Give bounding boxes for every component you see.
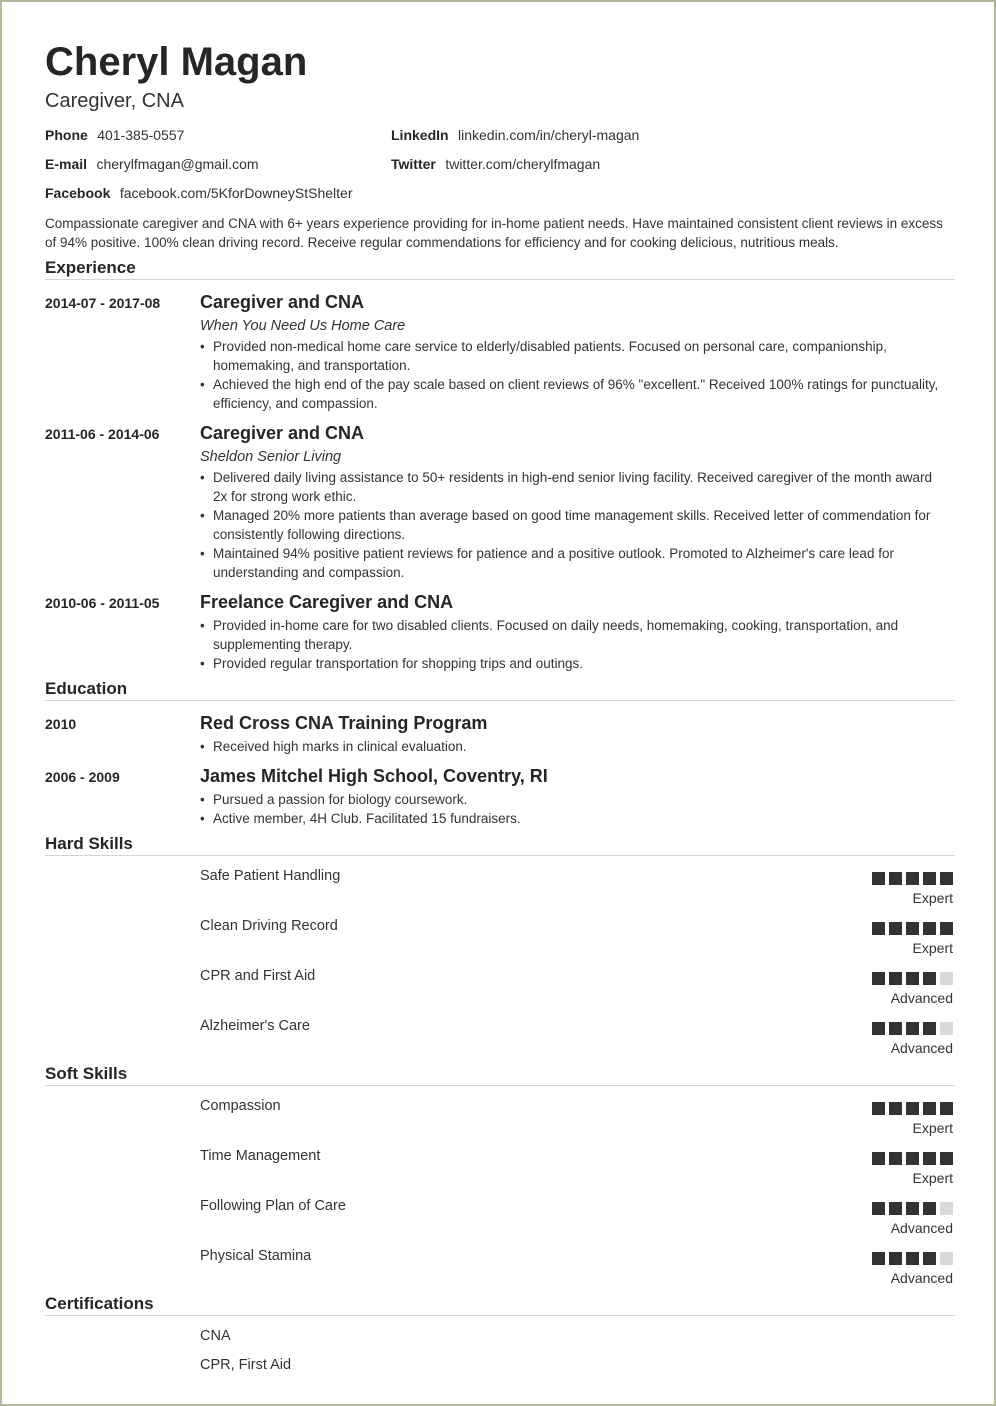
education-dates: 2010	[45, 716, 77, 732]
linkedin-value: linkedin.com/in/cheryl-magan	[458, 127, 640, 143]
skill-rating	[872, 1152, 956, 1165]
rating-square-filled	[906, 1102, 919, 1115]
job-dates: 2010-06 - 2011-05	[45, 595, 160, 611]
skill-level: Expert	[912, 1120, 953, 1136]
skill-name: CPR and First Aid	[200, 968, 316, 984]
rating-square-filled	[872, 922, 885, 935]
skill-name: Time Management	[200, 1148, 321, 1164]
rating-square-empty	[940, 972, 953, 985]
rating-square-filled	[889, 872, 902, 885]
job-bullet: • Provided in-home care for two disabled clients. Focused on daily needs, homemaking, cooking, transportation, and supplementing therapy.	[200, 616, 945, 654]
rating-square-filled	[889, 1202, 902, 1215]
email-label: E-mail	[45, 156, 88, 172]
skill-rating	[872, 1102, 956, 1115]
education-school: James Mitchel High School, Coventry, RI	[200, 766, 548, 786]
job-company: When You Need Us Home Care	[200, 318, 406, 334]
candidate-title: Caregiver, CNA	[45, 90, 184, 112]
education-dates: 2006 - 2009	[45, 769, 120, 785]
rating-square-filled	[906, 922, 919, 935]
rating-square-filled	[923, 1102, 936, 1115]
rating-square-filled	[906, 1022, 919, 1035]
rating-square-filled	[906, 1252, 919, 1265]
skill-name: Safe Patient Handling	[200, 868, 341, 884]
section-divider	[45, 1315, 955, 1316]
rating-square-filled	[940, 1152, 953, 1165]
rating-square-filled	[872, 1152, 885, 1165]
phone-value: 401-385-0557	[97, 127, 185, 143]
contact-facebook	[45, 185, 353, 203]
education-bullets	[200, 737, 945, 756]
rating-square-filled	[923, 872, 936, 885]
section-title-education: Education	[45, 679, 128, 698]
skill-rating	[872, 1202, 956, 1215]
twitter-label: Twitter	[391, 156, 436, 172]
contact-email	[45, 156, 259, 174]
rating-square-filled	[906, 1152, 919, 1165]
rating-square-filled	[872, 1022, 885, 1035]
skill-name: Following Plan of Care	[200, 1198, 346, 1214]
rating-square-filled	[889, 1252, 902, 1265]
rating-square-filled	[889, 1152, 902, 1165]
summary-text: Compassionate caregiver and CNA with 6+ years experience providing for in-home patient needs. Have maintained consistent client reviews in excess of 94% positive. 100% clean driving record. Receive regular commendations for efficiency and for cooking delicious, nutritious meals.	[45, 216, 943, 250]
rating-square-filled	[906, 1202, 919, 1215]
job-bullets	[200, 468, 945, 582]
job-bullet: • Achieved the high end of the pay scale based on client reviews of 96% "excellent." Received 100% ratings for punctuality, efficiency, and compassion.	[200, 375, 945, 413]
contact-linkedin	[391, 127, 639, 145]
job-title: Freelance Caregiver and CNA	[200, 592, 454, 612]
section-divider	[45, 700, 955, 701]
section-title-soft-skills: Soft Skills	[45, 1064, 128, 1083]
section-divider	[45, 1085, 955, 1086]
rating-square-empty	[940, 1202, 953, 1215]
skill-level: Advanced	[890, 990, 953, 1006]
job-bullet: • Maintained 94% positive patient reviews for patience and a positive outlook. Promoted to Alzheimer's care lead for understanding and compassion.	[200, 544, 945, 582]
skill-name: Clean Driving Record	[200, 918, 338, 934]
skill-level: Advanced	[890, 1220, 953, 1236]
rating-square-filled	[923, 1022, 936, 1035]
job-bullet: • Provided non-medical home care service to elderly/disabled patients. Focused on personal care, companionship, homemaking, and transportation.	[200, 337, 945, 375]
job-bullets	[200, 616, 945, 673]
skill-level: Advanced	[890, 1040, 953, 1056]
skill-rating	[872, 1252, 956, 1265]
rating-square-filled	[923, 1152, 936, 1165]
rating-square-filled	[940, 922, 953, 935]
rating-square-empty	[940, 1252, 953, 1265]
rating-square-filled	[889, 1022, 902, 1035]
skill-level: Expert	[912, 890, 953, 906]
rating-square-filled	[872, 1202, 885, 1215]
education-bullet: • Active member, 4H Club. Facilitated 15 fundraisers.	[200, 809, 945, 828]
email-value: cherylfmagan@gmail.com	[96, 156, 259, 172]
candidate-name: Cheryl Magan	[45, 40, 308, 84]
rating-square-filled	[940, 872, 953, 885]
twitter-value: twitter.com/cherylfmagan	[445, 156, 601, 172]
education-bullets	[200, 790, 945, 828]
education-bullet: • Received high marks in clinical evaluation.	[200, 737, 945, 756]
linkedin-label: LinkedIn	[391, 127, 449, 143]
skill-level: Expert	[912, 1170, 953, 1186]
certification-item: CNA	[200, 1328, 231, 1344]
section-title-hard-skills: Hard Skills	[45, 834, 133, 853]
section-divider	[45, 855, 955, 856]
rating-square-filled	[872, 1252, 885, 1265]
education-school: Red Cross CNA Training Program	[200, 713, 488, 733]
rating-square-filled	[923, 1252, 936, 1265]
rating-square-filled	[872, 972, 885, 985]
skill-name: Physical Stamina	[200, 1248, 312, 1264]
rating-square-filled	[889, 922, 902, 935]
certification-item: CPR, First Aid	[200, 1357, 292, 1373]
contact-twitter	[391, 156, 600, 174]
section-title-certifications: Certifications	[45, 1294, 154, 1313]
rating-square-filled	[940, 1102, 953, 1115]
skill-rating	[872, 872, 956, 885]
skill-name: Compassion	[200, 1098, 281, 1114]
rating-square-filled	[923, 972, 936, 985]
job-dates: 2014-07 - 2017-08	[45, 295, 161, 311]
rating-square-filled	[872, 872, 885, 885]
job-company: Sheldon Senior Living	[200, 449, 342, 465]
rating-square-empty	[940, 1022, 953, 1035]
rating-square-filled	[906, 872, 919, 885]
rating-square-filled	[889, 1102, 902, 1115]
contact-phone	[45, 127, 184, 145]
job-title: Caregiver and CNA	[200, 292, 365, 312]
skill-rating	[872, 922, 956, 935]
section-divider	[45, 279, 955, 280]
rating-square-filled	[889, 972, 902, 985]
rating-square-filled	[923, 1202, 936, 1215]
facebook-label: Facebook	[45, 185, 111, 201]
job-bullet: • Delivered daily living assistance to 50+ residents in high-end senior living facility. Received caregiver of the month award 2x for strong work ethic.	[200, 468, 945, 506]
rating-square-filled	[872, 1102, 885, 1115]
skill-level: Advanced	[890, 1270, 953, 1286]
skill-rating	[872, 1022, 956, 1035]
facebook-value: facebook.com/5KforDowneyStShelter	[119, 185, 353, 201]
job-bullets	[200, 337, 945, 413]
skill-rating	[872, 972, 956, 985]
skill-level: Expert	[912, 940, 953, 956]
skill-name: Alzheimer's Care	[200, 1018, 310, 1034]
rating-square-filled	[923, 922, 936, 935]
section-title-experience: Experience	[45, 258, 136, 277]
education-bullet: • Pursued a passion for biology coursework.	[200, 790, 945, 809]
job-bullet: • Provided regular transportation for shopping trips and outings.	[200, 654, 945, 673]
job-title: Caregiver and CNA	[200, 423, 365, 443]
job-bullet: • Managed 20% more patients than average based on good time management skills. Received letter of commendation for consistently following directions.	[200, 506, 945, 544]
rating-square-filled	[906, 972, 919, 985]
phone-label: Phone	[45, 127, 88, 143]
job-dates: 2011-06 - 2014-06	[45, 426, 160, 442]
